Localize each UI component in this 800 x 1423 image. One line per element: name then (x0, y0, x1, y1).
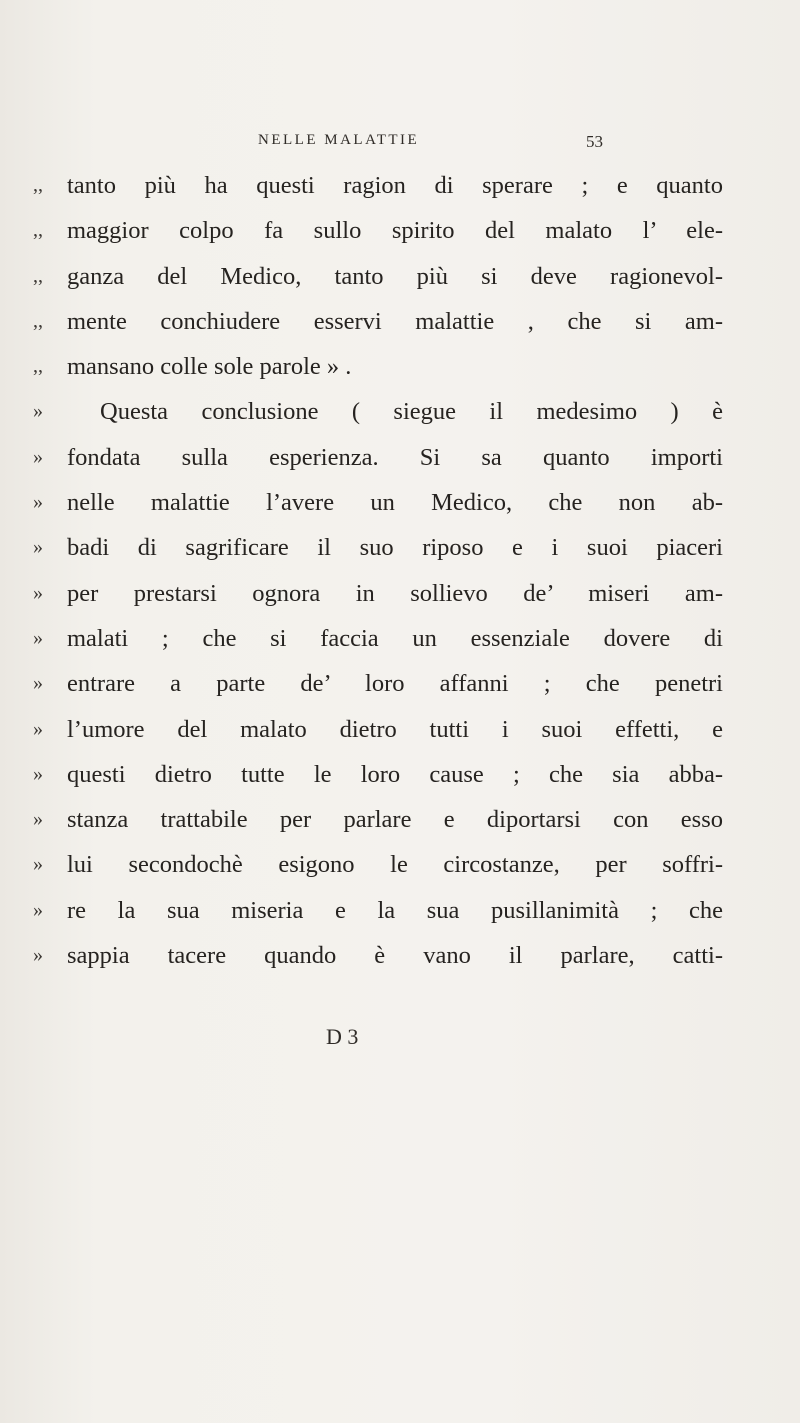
quote-mark: » (33, 491, 43, 514)
line-text: per prestarsi ognora in sollievo de’ miseri am- (67, 579, 723, 607)
quote-mark: » (33, 536, 43, 559)
quote-mark: » (33, 581, 43, 604)
line-text: Questa conclusione ( siegue il medesimo ) è (100, 398, 723, 426)
text-line (0, 757, 800, 802)
quote-mark: » (33, 853, 43, 876)
line-text: stanza trattabile per parlare e diportarsi con esso (67, 806, 723, 834)
line-text: l’umore del malato dietro tutti i suoi effetti, e (67, 715, 723, 743)
text-line (0, 168, 800, 213)
text-line (0, 802, 800, 847)
text-line (0, 666, 800, 711)
page-number: 53 (586, 132, 603, 151)
text-line (0, 213, 800, 258)
page-header (0, 132, 800, 156)
quote-mark: » (33, 626, 43, 649)
text-line (0, 485, 800, 530)
quote-mark: » (33, 672, 43, 695)
text-line (0, 621, 800, 666)
signature-mark: D 3 (326, 1024, 359, 1049)
line-text: nelle malattie l’avere un Medico, che non ab- (67, 489, 723, 517)
running-head: NELLE MALATTIE (258, 132, 420, 148)
line-text: lui secondochè esigono le circostanze, per soffri- (67, 851, 723, 879)
quote-mark: » (33, 717, 43, 740)
quote-mark: ,, (33, 309, 43, 332)
line-text: badi di sagrificare il suo riposo e i suoi piaceri (67, 534, 723, 562)
line-text: tanto più ha questi ragion di sperare ; e quanto (67, 172, 723, 199)
line-text: sappia tacere quando è vano il parlare, catti- (67, 942, 723, 970)
text-line (0, 712, 800, 757)
quote-mark: ,, (33, 174, 43, 196)
quote-mark: » (33, 445, 43, 468)
quote-mark: » (33, 808, 43, 831)
text-line (0, 893, 800, 938)
quote-mark: ,, (33, 355, 43, 378)
quote-mark: ,, (33, 264, 43, 287)
text-line (0, 304, 800, 349)
line-text: mente conchiudere esservi malattie , che si am- (67, 307, 723, 335)
text-line (0, 259, 800, 304)
text-line (0, 440, 800, 485)
body-text (0, 168, 800, 983)
text-line (0, 349, 800, 394)
line-text: malati ; che si faccia un essenziale dovere di (67, 624, 723, 652)
line-text: maggior colpo fa sullo spirito del malato l’ ele- (67, 217, 723, 245)
line-text: ganza del Medico, tanto più si deve ragionevol- (67, 262, 723, 290)
text-line (0, 530, 800, 575)
line-text: entrare a parte de’ loro affanni ; che penetri (67, 670, 723, 698)
line-text: questi dietro tutte le loro cause ; che sia abba- (67, 760, 723, 788)
line-text: re la sua miseria e la sua pusillanimità ; che (67, 896, 723, 924)
text-line (0, 847, 800, 892)
text-line (0, 576, 800, 621)
quote-mark: » (33, 898, 43, 921)
line-text: fondata sulla esperienza. Si sa quanto importi (67, 443, 723, 471)
quote-mark: » (33, 400, 43, 423)
quote-mark: ,, (33, 219, 43, 242)
quote-mark: » (33, 762, 43, 785)
quote-mark: » (33, 944, 43, 967)
text-line (0, 938, 800, 983)
line-text: mansano colle sole parole » . (67, 353, 352, 381)
text-line (0, 394, 800, 439)
